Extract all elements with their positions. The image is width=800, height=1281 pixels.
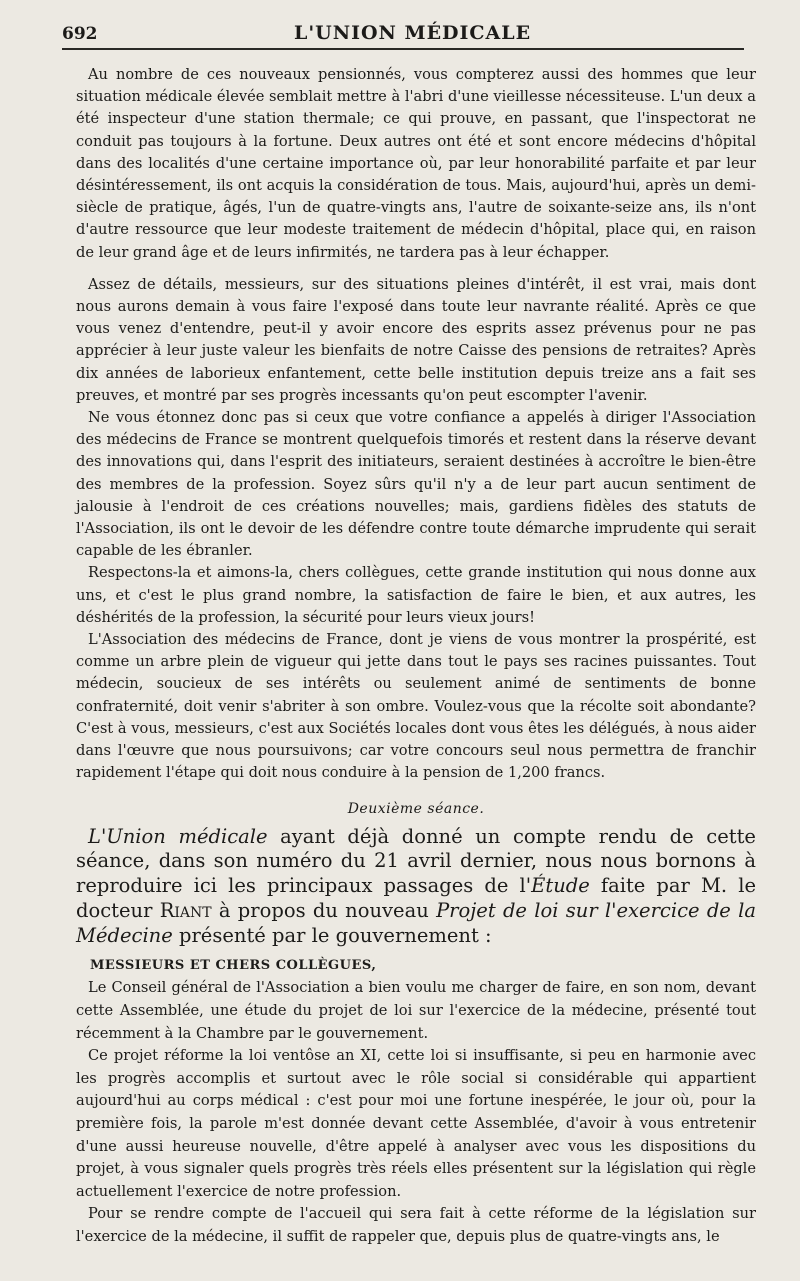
paragraph: Ne vous étonnez donc pas si ceux que votre confiance a appelés à diriger l'Association des médecins de France se montrent quelquefois timorés et restent dans la réserve devant des innovations qui, dans l'esprit des initiateurs, seraient destinées à accroître le bien-être des membres de la profession. Soyez sûrs qu'il n'y a de leur part aucun sentiment de jalousie à l'endroit de ces créations nouvelles; mais, gardiens fidèles des statuts de l'Association, ils ont le devoir de les défendre contre toute démarche imprudente qui serait capable de les ébranler. — [76, 409, 756, 560]
paragraph: Respectons-la et aimons-la, chers collègues, cette grande institution qui nous donne aux uns, et c'est le plus grand nombre, la satisfaction de faire le bien, et aux autres, les déshérités de la profession, la sécurité pour leurs vieux jours! — [76, 564, 756, 626]
paragraph: Au nombre de ces nouveaux pensionnés, vous compterez aussi des hommes que leur situation médicale élevée semblait mettre à l'abri d'une vieillesse nécessiteuse. L'un deux a été inspecteur d'une station thermale; ce qui prouve, en passant, que l'inspectorat ne conduit pas toujours à la fortune. Deux autres ont été et sont encore médecins d'hôpital dans des localités d'une certaine importance où, par leur honorabilité parfaite et par leur désintéressement, ils ont acquis la considération de tous. Mais, aujourd'hui, après un demi-siècle de pratique, âgés, l'un de quatre-vingts ans, l'autre de soixante-seize ans, ils n'ont d'autre ressource que leur modeste traitement de médecin d'hôpital, place qui, en raison de leur grand âge et de leurs infirmités, ne tardera pas à leur échapper. — [76, 66, 756, 261]
paragraph: Assez de détails, messieurs, sur des situations pleines d'intérêt, il est vrai, mais dont nous aurons demain à vous faire l'exposé dans toute leur navrante réalité. Après ce que vous venez d'entendre, peut-il y avoir encore des esprits assez prévenus pour ne pas apprécier à leur juste valeur les bienfaits de notre Caisse des pensions de retraites? Après dix années de laborieux enfantement, cette belle institution depuis treize ans a fait ses preuves, et montré par ses progrès incessants qu'on peut escompter l'avenir. — [76, 275, 756, 404]
section-heading: Deuxième séance. — [347, 800, 485, 817]
paragraph: Ce projet réforme la loi ventôse an XI, cette loi si insuffisante, si peu en harmonie avec les progrès accomplis et surtout avec le rôle social si considérable qui appartient aujourd'hui au corps médical : c'est pour moi une fortune inespérée, le jour où, pour la première fois, la parole m'est donnée devant cette Assemblée, d'avoir à vous entretenir d'une aussi heureuse nouvelle, d'être appelé à analyser avec vous les dispositions du projet, à vous signaler quels progrès très réels elles présentent sur la législation qui règle actuellement l'exercice de notre profession. — [76, 1047, 756, 1200]
etude-italic: Étude — [531, 874, 590, 898]
intro-text — [76, 825, 756, 949]
body-text — [76, 64, 756, 1249]
author-name: Riant — [159, 898, 212, 922]
paragraph: Pour se rendre compte de l'accueil qui sera fait à cette réforme de la législation sur l'exercice de la médecine, il suffit de rappeler que, depuis plus de quatre-vingts ans, le — [76, 1205, 756, 1246]
intro-text-part: à propos du nouveau — [211, 898, 437, 922]
second-session-text — [76, 977, 756, 1248]
journal-name-italic: L'Union médicale — [88, 824, 268, 848]
intro-text-part: faite par M. le docteur — [76, 874, 756, 922]
page-number: 692 — [62, 24, 98, 44]
running-head — [62, 22, 740, 48]
first-session-text — [76, 64, 756, 785]
paragraph: Le Conseil général de l'Association a bien voulu me charger de faire, en son nom, devant cette Assemblée, une étude du projet de loi sur l'exercice de la médecine, présenté tout récemment à la Chambre par le gouvernement. — [76, 979, 756, 1042]
header-rule — [62, 48, 744, 50]
intro-paragraph — [76, 825, 756, 949]
project-title-italic: Projet de loi sur l'exercice de la Médecine — [76, 898, 756, 947]
salutation: MESSIEURS ET CHERS COLLÈGUES, — [90, 958, 377, 974]
paragraph: L'Association des médecins de France, dont je viens de vous montrer la prospérité, est comme un arbre plein de vigueur qui jette dans tout le pays ses racines puissantes. Tout médecin, soucieux de ses intérêts ou seulement animé de sentiments de bonne confraternité, doit venir s'abriter à son ombre. Voulez-vous que la récolte soit abondante? C'est à vous, messieurs, c'est aux Sociétés locales dont vous êtes les délégués, à nous aider dans l'œuvre que nous poursuivons; car votre concours seul nous permettra de franchir rapidement l'étape qui doit nous conduire à la pension de 1,200 francs. — [76, 631, 756, 782]
journal-title: L'UNION MÉDICALE — [294, 22, 532, 44]
intro-text-part: présenté par le gouvernement : — [172, 923, 492, 947]
intro-text-part: ayant déjà donné un compte rendu de cette séance, dans son numéro du 21 avril dernier, nous nous bornons à reproduire ici les principaux passages de l' — [76, 824, 756, 898]
